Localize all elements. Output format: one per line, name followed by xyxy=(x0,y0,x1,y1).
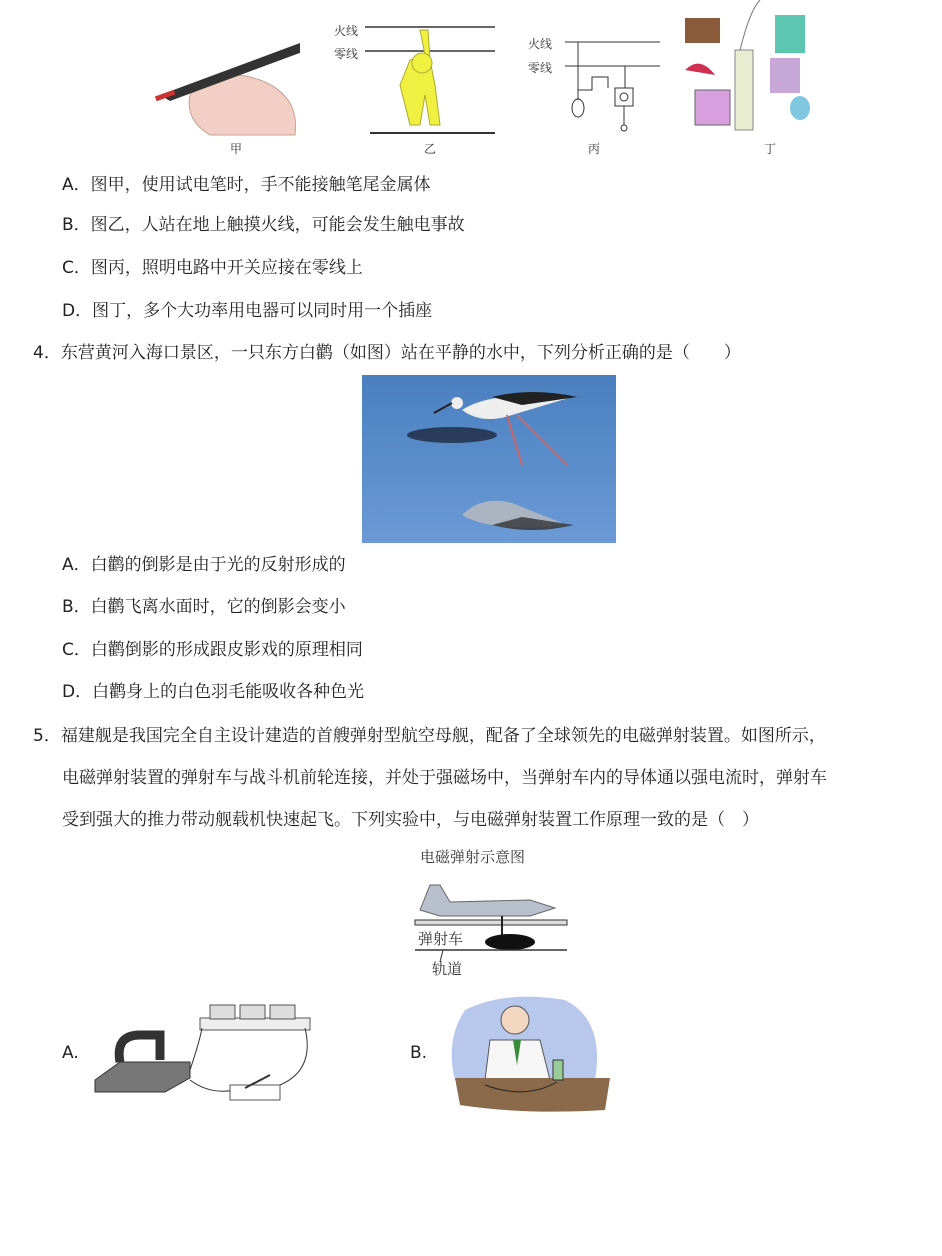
figure-label-yi: 乙 xyxy=(424,142,437,156)
diagram-title: 电磁弹射示意图 xyxy=(420,848,526,866)
lighting-circuit-figure xyxy=(560,30,670,135)
figure-label-bing: 丙 xyxy=(588,142,601,156)
neutral-wire-label-2: 零线 xyxy=(528,61,553,75)
track-label: 轨道 xyxy=(432,960,463,978)
q5-stem-line-2: 电磁弹射装置的弹射车与战斗机前轮连接，并处于强磁场中，当弹射车内的导体通以强电流时，弹射车 xyxy=(62,768,827,788)
q4-option-d: D．白鹳身上的白色羽毛能吸收各种色光 xyxy=(62,682,365,702)
white-stork-photo xyxy=(362,375,616,543)
figure-label-jia: 甲 xyxy=(230,142,243,156)
live-wire-label: 火线 xyxy=(334,24,359,38)
q5-stem-line-3: 受到强大的推力带动舰载机快速起飞。下列实验中，与电磁弹射装置工作原理一致的是（ ） xyxy=(62,810,759,830)
scientist-experiment-figure xyxy=(445,990,615,1115)
neutral-wire-label: 零线 xyxy=(334,47,359,61)
q4-stem: 4．东营黄河入海口景区，一只东方白鹳（如图）站在平静的水中，下列分析正确的是（ ） xyxy=(33,343,741,363)
overloaded-socket-figure xyxy=(680,0,830,140)
test-pen-hand-figure xyxy=(150,35,300,145)
figure-label-ding: 丁 xyxy=(764,142,777,156)
q3-option-a: A．图甲，使用试电笔时，手不能接触笔尾金属体 xyxy=(62,175,431,195)
q4-option-c: C．白鹳倒影的形成跟皮影戏的原理相同 xyxy=(62,640,363,660)
q3-option-b: B．图乙，人站在地上触摸火线，可能会发生触电事故 xyxy=(62,215,465,235)
magnet-rail-experiment-figure xyxy=(90,1000,320,1105)
q5-option-b: B. xyxy=(410,1043,428,1063)
cart-label: 弹射车 xyxy=(418,930,464,948)
q4-option-a: A．白鹳的倒影是由于光的反射形成的 xyxy=(62,555,346,575)
q5-option-a: A. xyxy=(62,1043,79,1063)
catapult-diagram xyxy=(410,880,570,970)
q5-stem-line-1: 5．福建舰是我国完全自主设计建造的首艘弹射型航空母舰，配备了全球领先的电磁弹射装置。如图所示， xyxy=(33,726,826,746)
live-wire-label-2: 火线 xyxy=(528,37,553,51)
q3-option-c: C．图丙，照明电路中开关应接在零线上 xyxy=(62,258,363,278)
q3-option-d: D．图丁，多个大功率用电器可以同时用一个插座 xyxy=(62,301,433,321)
q4-option-b: B．白鹳飞离水面时，它的倒影会变小 xyxy=(62,597,346,617)
